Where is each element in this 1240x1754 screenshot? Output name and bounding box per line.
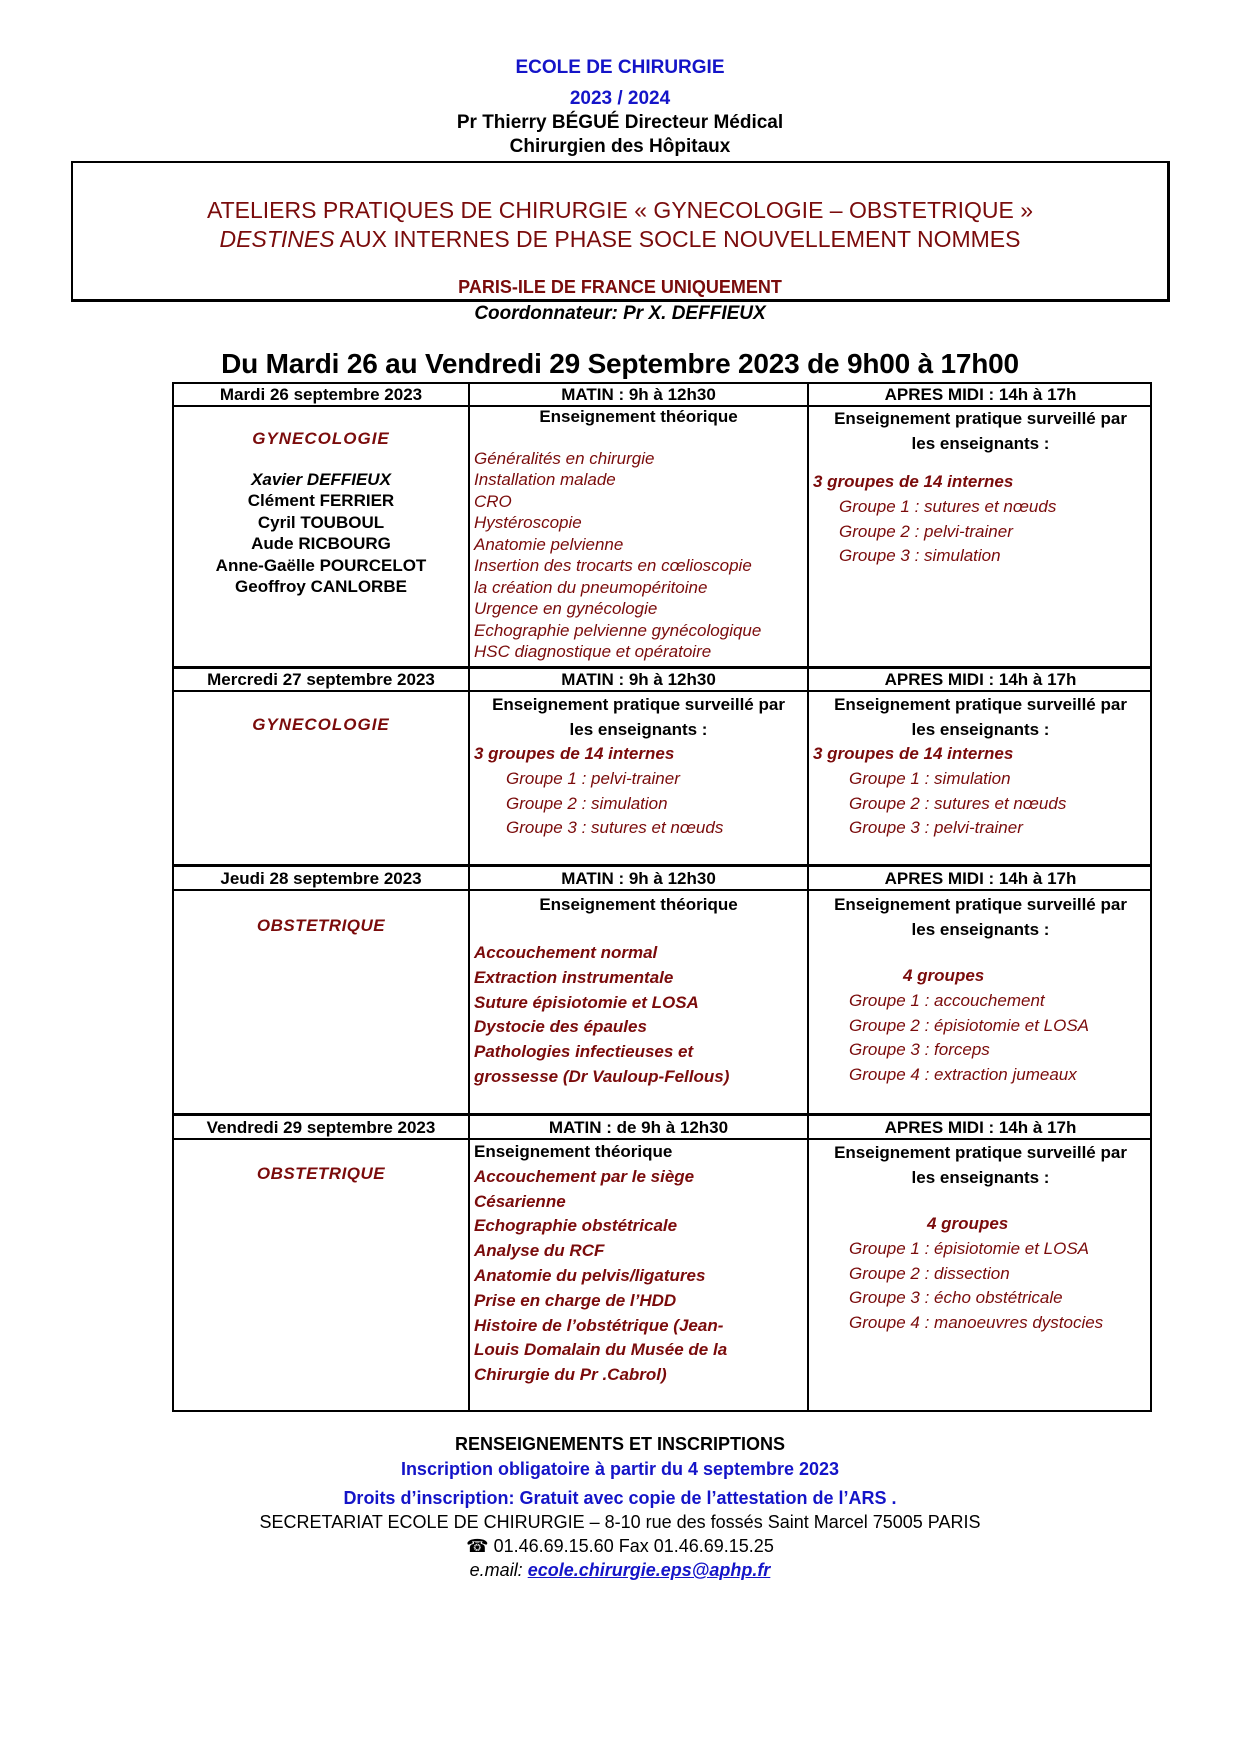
group-item: Groupe 3 : simulation [839,546,1001,566]
registration-note: Inscription obligatoire à partir du 4 septembre 2023 [400,1459,840,1479]
day-1-afternoon-header: APRES MIDI : 14h à 17h [884,385,1077,404]
group-item: Groupe 1 : sutures et nœuds [839,496,1057,516]
day-2-morning [470,692,807,841]
banner-title: ATELIERS PRATIQUES DE CHIRURGIE « GYNECOLOGIE – OBSTETRIQUE » [206,197,1034,223]
day-1-afternoon [809,406,1152,569]
groups-title: 3 groupes de 14 internes [813,744,1014,763]
course-item: Echographie pelvienne gynécologique [474,620,762,640]
banner-subtitle-rest: AUX INTERNES DE PHASE SOCLE NOUVELLEMENT NOMMES [334,226,1021,252]
row-divider [174,1113,1150,1116]
teacher: Geoffroy CANLORBE [235,577,407,596]
schedule-table [172,382,1152,1412]
day-2-afternoon [809,692,1152,841]
day-1-morning-header: MATIN : 9h à 12h30 [561,385,716,404]
group-item: Groupe 2 : sutures et nœuds [849,793,1067,813]
school-title: ECOLE DE CHIRURGIE [515,57,725,78]
course-item: Césarienne [474,1191,566,1211]
day-2-topic: GYNECOLOGIE [252,715,390,734]
director: Pr Thierry BÉGUÉ Directeur Médical [456,112,784,133]
course-item: Généralités en chirurgie [474,448,655,468]
course-item: Chirurgie du Pr .Cabrol) [474,1365,667,1385]
course-item: Pathologies infectieuses et [474,1042,694,1062]
course-item: Hystéroscopie [474,513,582,532]
banner-subtitle-italic: DESTINES [219,226,335,252]
day-4-date: Vendredi 29 septembre 2023 [206,1118,436,1137]
day-3-date: Jeudi 28 septembre 2023 [220,869,422,888]
afternoon-title: Enseignement pratique surveillé par [834,895,1127,914]
course-item: Insertion des trocarts en cœlioscopie [474,556,752,575]
course-item: Prise en charge de l’HDD [474,1290,677,1310]
group-item: Groupe 4 : manoeuvres dystocies [849,1313,1104,1333]
course-item: Histoire de l’obstétrique (Jean- [474,1315,724,1335]
groups-title: 3 groupes de 14 internes [813,472,1014,491]
afternoon-title: les enseignants : [911,434,1050,453]
group-item: Groupe 3 : écho obstétricale [849,1288,1063,1308]
day-1-info [174,428,468,598]
day-3-afternoon [809,892,1152,1088]
banner-subtitle [73,226,1167,253]
director-role: Chirurgien des Hôpitaux [509,136,731,157]
group-item: Groupe 2 : épisiotomie et LOSA [849,1015,1090,1035]
day-1-date: Mardi 26 septembre 2023 [219,385,423,404]
afternoon-title: les enseignants : [911,1168,1050,1187]
day-2-date: Mercredi 27 septembre 2023 [207,670,435,689]
morning-title: Enseignement théorique [539,895,738,914]
email-label: e.mail: [469,1560,528,1580]
course-item: Accouchement normal [474,943,658,962]
row-divider [174,864,1150,867]
afternoon-title: les enseignants : [911,920,1050,939]
group-item: Groupe 1 : pelvi-trainer [506,768,680,788]
coordinator: Coordonnateur: Pr X. DEFFIEUX [474,303,766,324]
course-item: HSC diagnostique et opératoire [474,642,712,661]
day-4-morning-header: MATIN : de 9h à 12h30 [548,1118,729,1137]
group-item: Groupe 1 : accouchement [849,990,1045,1010]
fees-note: Droits d’inscription: Gratuit avec copie de l’attestation de l’ARS . [343,1488,897,1508]
course-item: Accouchement par le siège [474,1166,695,1186]
group-item: Groupe 2 : dissection [849,1263,1010,1283]
group-item: Groupe 4 : extraction jumeaux [849,1065,1077,1085]
group-item: Groupe 3 : sutures et nœuds [506,818,724,838]
morning-title: Enseignement théorique [474,1142,673,1161]
course-item: la création du pneumopéritoine [474,577,708,597]
group-item: Groupe 1 : épisiotomie et LOSA [849,1238,1090,1258]
course-item: grossesse (Dr Vauloup-Fellous) [474,1066,730,1086]
banner-region: PARIS-ILE DE FRANCE UNIQUEMENT [458,277,782,297]
day-4-afternoon-header: APRES MIDI : 14h à 17h [884,1118,1077,1137]
course-item: Anatomie du pelvis/ligatures [474,1265,706,1285]
day-3-info [174,915,468,937]
day-1-topic: GYNECOLOGIE [252,429,390,448]
afternoon-title: Enseignement pratique surveillé par [834,409,1127,428]
day-2-afternoon-header: APRES MIDI : 14h à 17h [884,670,1077,689]
course-item: Suture épisiotomie et LOSA [474,992,699,1012]
dates-heading: Du Mardi 26 au Vendredi 29 Septembre 2023 de 9h00 à 17h00 [221,348,1019,379]
day-4-afternoon [809,1140,1152,1336]
course-item: Dystocie des épaules [474,1017,647,1037]
course-item: Echographie obstétricale [474,1216,678,1236]
day-3-topic: OBSTETRIQUE [256,916,386,935]
group-item: Groupe 3 : forceps [849,1040,990,1060]
groups-title: 4 groupes [927,1214,1009,1233]
groups-title: 4 groupes [903,966,985,985]
course-item: Analyse du RCF [474,1241,605,1261]
group-item: Groupe 2 : simulation [506,793,668,813]
teacher: Xavier DEFFIEUX [251,469,391,489]
email-link[interactable]: ecole.chirurgie.eps@aphp.fr [527,1560,771,1580]
secretariat-address: SECRETARIAT ECOLE DE CHIRURGIE – 8-10 rue des fossés Saint Marcel 75005 PARIS [259,1512,981,1532]
day-3-afternoon-header: APRES MIDI : 14h à 17h [884,869,1077,888]
day-2-morning-header: MATIN : 9h à 12h30 [561,670,716,689]
course-item: Extraction instrumentale [474,967,674,987]
groups-title: 3 groupes de 14 internes [474,744,675,763]
telephone-icon: ☎ [466,1536,489,1556]
info-heading: RENSEIGNEMENTS ET INSCRIPTIONS [454,1434,786,1454]
course-item: Installation malade [474,470,616,489]
day-4-info [174,1163,468,1185]
course-item: Anatomie pelvienne [474,534,624,554]
group-item: Groupe 2 : pelvi-trainer [839,521,1013,541]
academic-year: 2023 / 2024 [569,88,671,109]
phone-numbers: 01.46.69.15.60 Fax 01.46.69.15.25 [488,1536,774,1556]
morning-title: Enseignement théorique [539,407,738,426]
teacher: Anne-Gaëlle POURCELOT [215,555,427,575]
teacher: Cyril TOUBOUL [257,512,385,532]
day-2-info [174,714,468,736]
day-3-morning-header: MATIN : 9h à 12h30 [561,869,716,888]
course-item: Urgence en gynécologie [474,599,658,618]
teacher: Clément FERRIER [247,491,395,510]
afternoon-title: Enseignement pratique surveillé par [834,1143,1127,1162]
title-banner [71,161,1170,302]
group-item: Groupe 1 : simulation [849,768,1011,788]
day-4-morning [470,1140,807,1388]
afternoon-title: Enseignement pratique surveillé par [834,695,1127,714]
morning-title: les enseignants : [569,720,708,739]
day-1-morning [470,406,807,663]
group-item: Groupe 3 : pelvi-trainer [849,818,1023,838]
day-3-morning [470,892,807,1090]
afternoon-title: les enseignants : [911,720,1050,739]
course-item: CRO [474,491,512,511]
day-4-topic: OBSTETRIQUE [256,1164,386,1183]
teacher: Aude RICBOURG [251,534,391,553]
course-item: Louis Domalain du Musée de la [474,1340,728,1360]
morning-title: Enseignement pratique surveillé par [492,695,785,714]
phone-line [0,1536,1240,1557]
email-line [0,1560,1240,1581]
